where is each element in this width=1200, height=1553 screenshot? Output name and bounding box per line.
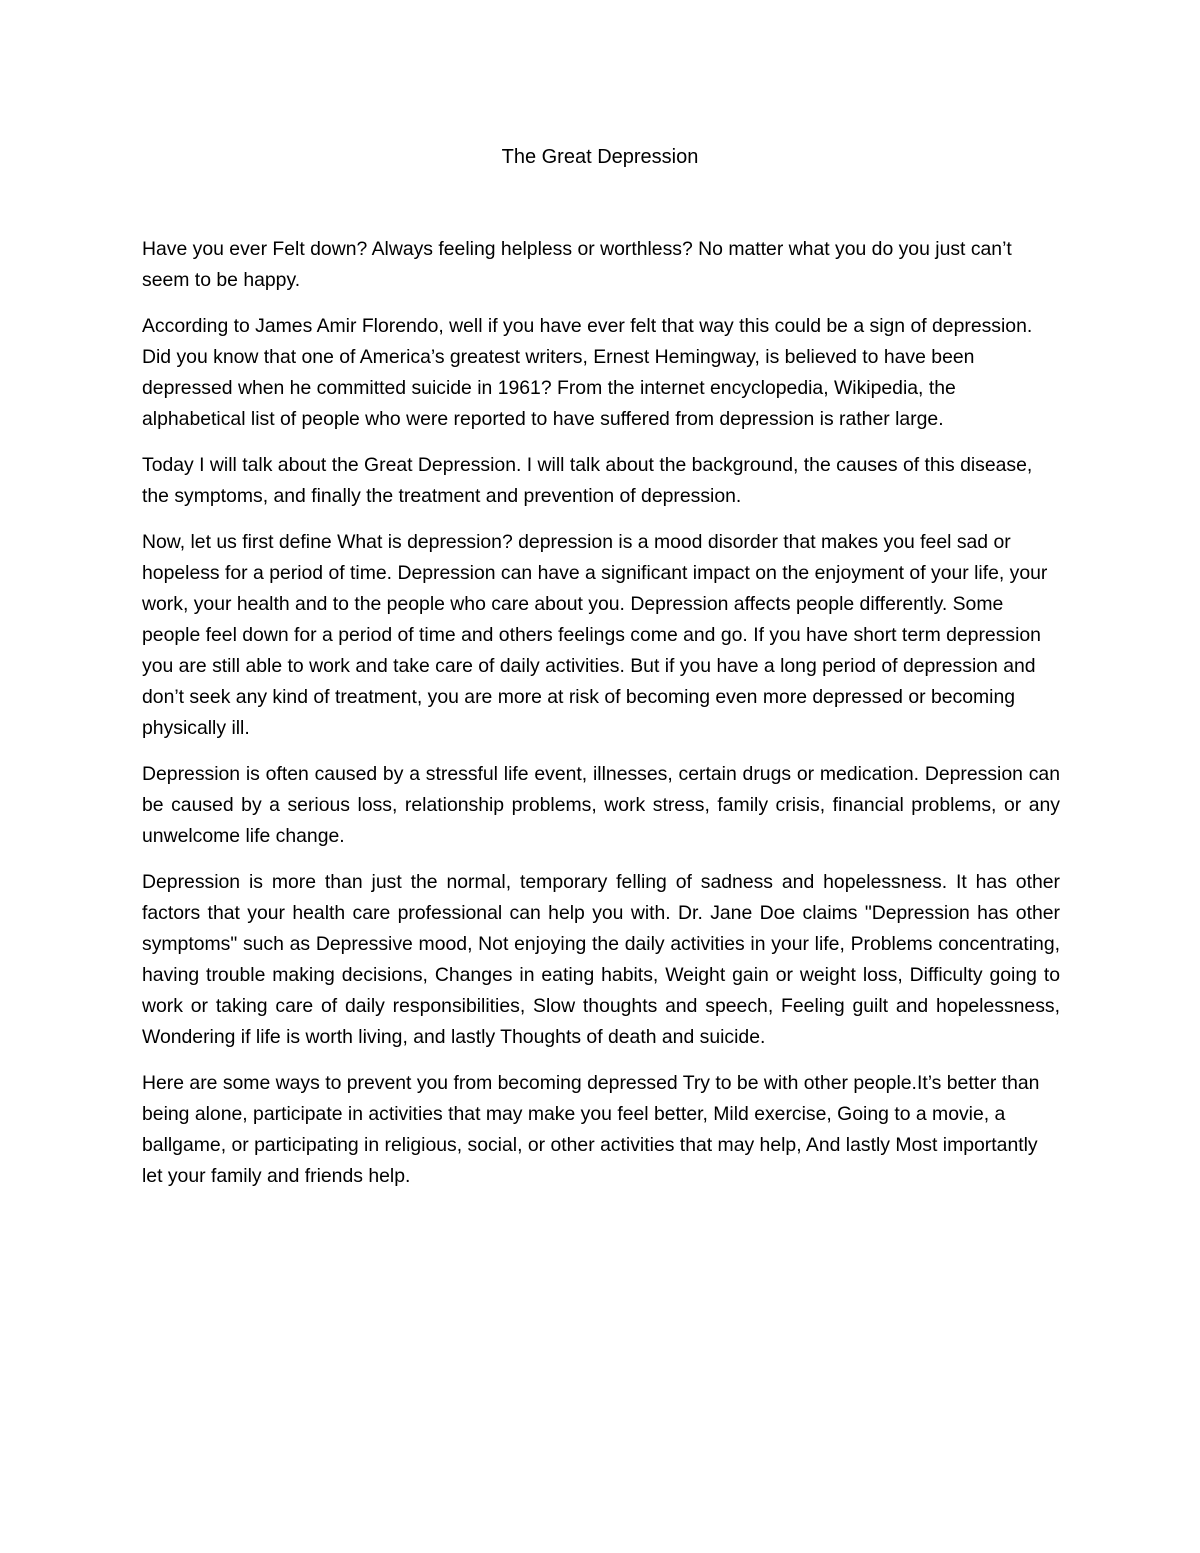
- paragraph-intro: Have you ever Felt down? Always feeling helpless or worthless? No matter what you do you just can’t seem to be happy.: [142, 238, 1012, 291]
- document-body: [142, 234, 1060, 1207]
- document-title: The Great Depression: [501, 146, 699, 168]
- paragraph-agenda: Today I will talk about the Great Depression. I will talk about the background, the causes of this disease, the symptoms, and finally the treatment and prevention of depression.: [142, 454, 1033, 507]
- paragraph-prevention: Here are some ways to prevent you from becoming depressed Try to be with other people.It’s better than being alone, participate in activities that may make you feel better, Mild exercise, Going to a movie, a ballgame, or participating in religious, social, or other activities that may help, And lastly Most importantly let your family and friends help.: [142, 1072, 1040, 1187]
- paragraph-definition: Now, let us first define What is depression? depression is a mood disorder that makes you feel sad or hopeless for a period of time. Depression can have a significant impact on the enjoyment of your life, your work, your health and to the people who care about you. Depression affects people differently. Some people feel down for a period of time and others feelings come and go. If you have short term depression you are still able to work and take care of daily activities. But if you have a long period of depression and don’t seek any kind of treatment, you are more at risk of becoming even more depressed or becoming physically ill.: [142, 531, 1048, 739]
- paragraph-symptoms: Depression is more than just the normal, temporary felling of sadness and hopelessness. It has other factors that your health care professional can help you with. Dr. Jane Doe claims "Depression has other symptoms" such as Depressive mood, Not enjoying the daily activities in your life, Problems concentrating, having trouble making decisions, Changes in eating habits, Weight gain or weight loss, Difficulty going to work or taking care of daily responsibilities, Slow thoughts and speech, Feeling guilt and hopelessness, Wondering if life is worth living, and lastly Thoughts of death and suicide.: [142, 871, 1060, 1048]
- paragraph-hemingway: According to James Amir Florendo, well if you have ever felt that way this could be a sign of depression. Did you know that one of America’s greatest writers, Ernest Hemingway, is believed to have been depressed when he committed suicide in 1961? From the internet encyclopedia, Wikipedia, the alphabetical list of people who were reported to have suffered from depression is rather large.: [142, 315, 1033, 430]
- paragraph-causes: Depression is often caused by a stressful life event, illnesses, certain drugs or medication. Depression can be caused by a serious loss, relationship problems, work stress, family crisis, financial problems, or any unwelcome life change.: [142, 763, 1060, 847]
